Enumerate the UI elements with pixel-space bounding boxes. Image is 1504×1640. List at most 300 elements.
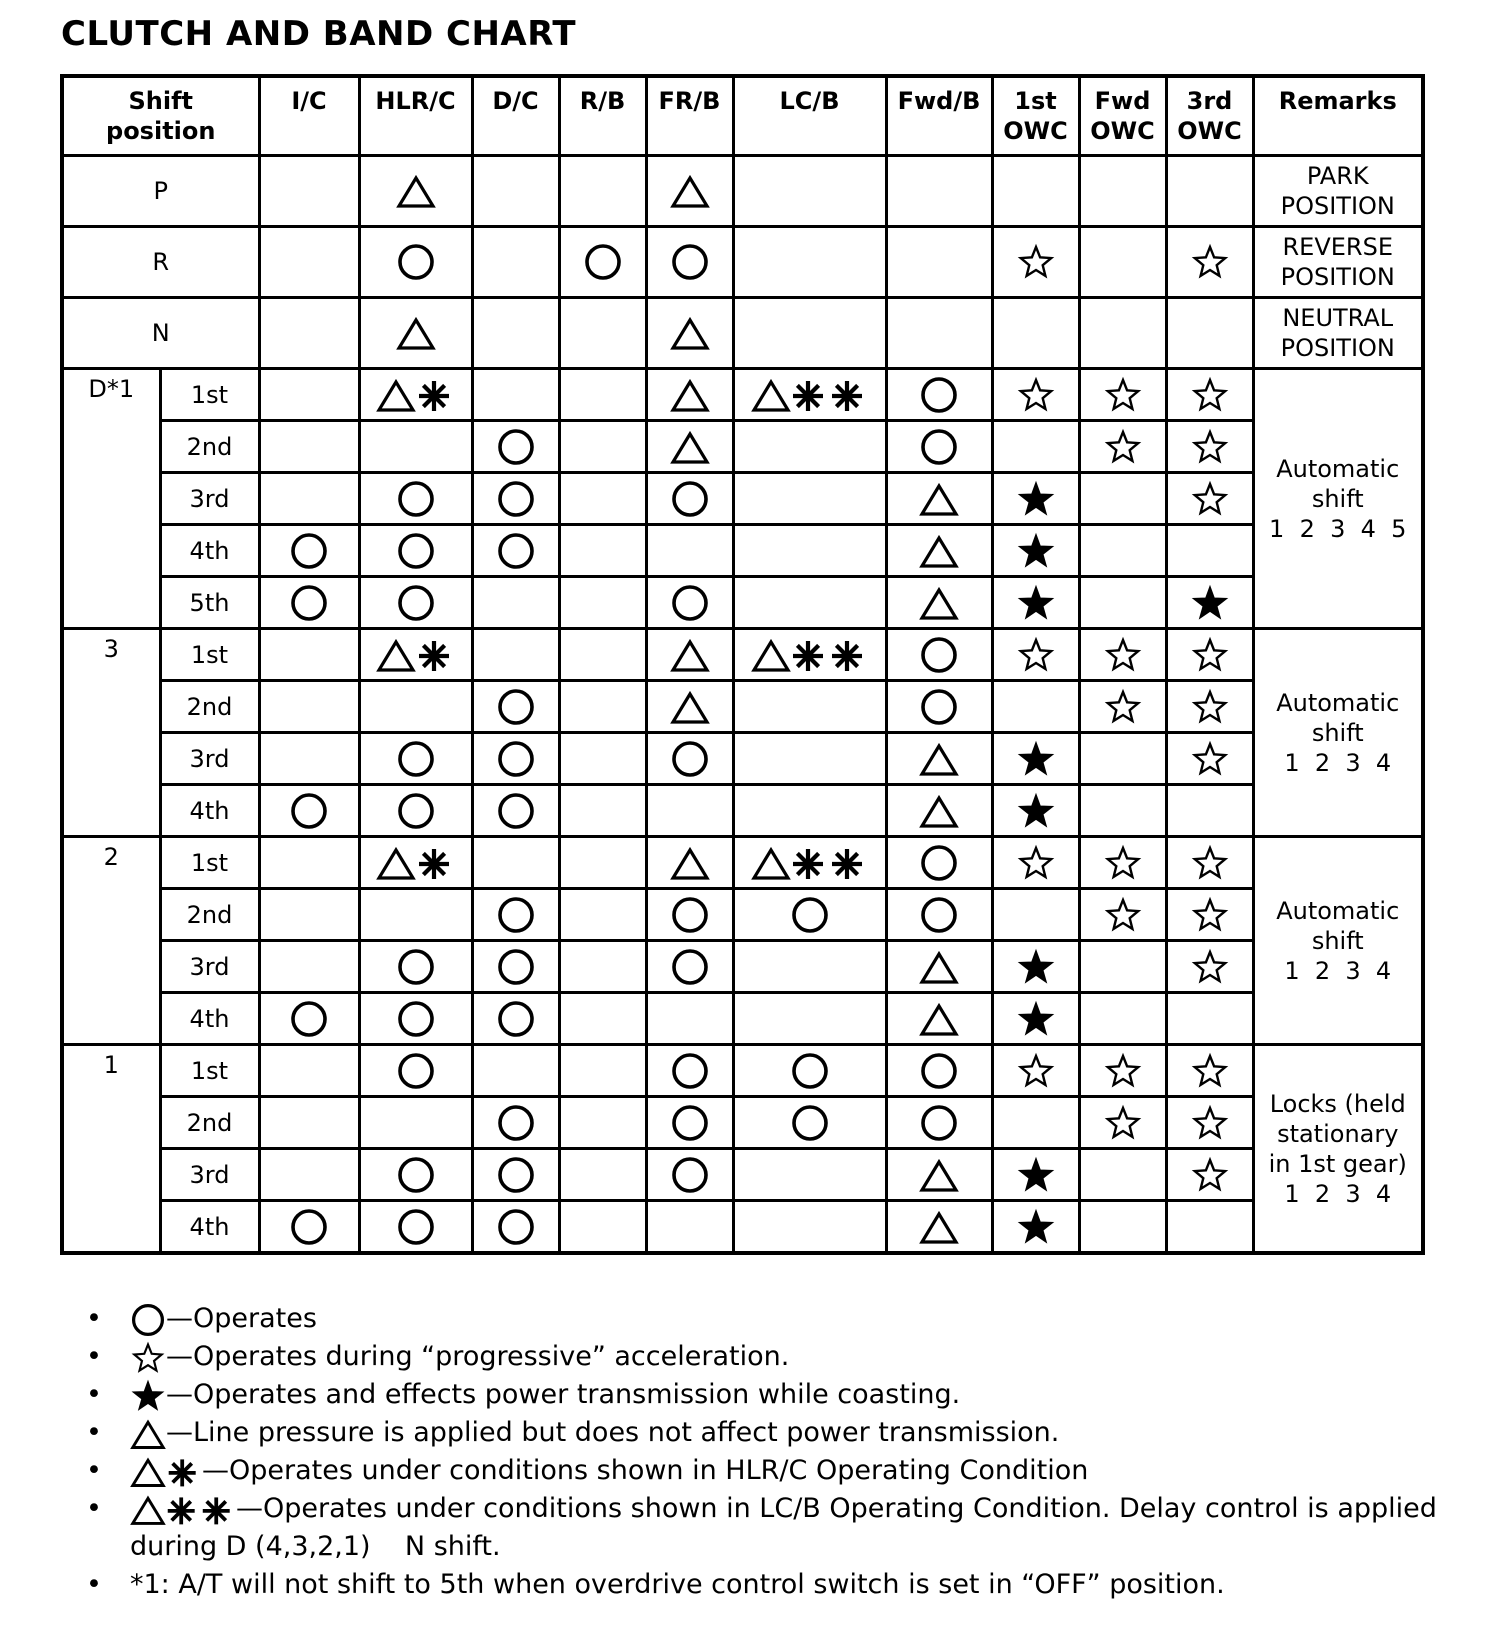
- symbol-cell: [992, 1045, 1079, 1097]
- circle-operates-icon: [583, 242, 623, 282]
- table-row: [62, 941, 1423, 993]
- star-filled-icon: [1016, 1207, 1056, 1247]
- star-filled-icon: [1016, 531, 1056, 571]
- gear-cell: 2nd: [160, 1097, 259, 1149]
- symbol-cell: [259, 298, 359, 369]
- shift-group-label: D*1: [62, 369, 160, 629]
- table-row: [62, 733, 1423, 785]
- circle-operates-icon: [496, 999, 536, 1039]
- legend-item: [86, 1338, 1486, 1376]
- circle-operates-icon: [396, 1155, 436, 1195]
- symbol-cell: [472, 525, 559, 577]
- table-row: [62, 369, 1423, 421]
- symbol-cell: [259, 156, 359, 227]
- symbol-cell: [1166, 837, 1253, 889]
- symbol-cell: [992, 681, 1079, 733]
- table-row: [62, 298, 1423, 369]
- symbol-cell: [472, 227, 559, 298]
- symbol-cell: [359, 1201, 472, 1254]
- header-remarks: Remarks: [1253, 76, 1423, 156]
- triangle-double-asterisk-icon: [751, 843, 869, 883]
- bullet-icon: •: [86, 1303, 102, 1334]
- symbol-cell: [733, 421, 886, 473]
- symbol-cell: [559, 941, 646, 993]
- symbol-cell: [359, 681, 472, 733]
- circle-operates-icon: [919, 687, 959, 727]
- circle-operates-icon: [496, 531, 536, 571]
- symbol-cell: [472, 681, 559, 733]
- symbol-cell: [259, 227, 359, 298]
- symbol-cell: [992, 993, 1079, 1045]
- star-outline-icon: [1190, 895, 1230, 935]
- symbol-cell: [472, 369, 559, 421]
- symbol-cell: [472, 1149, 559, 1201]
- shift-position-cell: R: [62, 227, 259, 298]
- triangle-asterisk-icon: [376, 635, 456, 675]
- triangle-asterisk-icon: [376, 375, 456, 415]
- star-outline-icon: [1190, 1103, 1230, 1143]
- symbol-cell: [646, 369, 733, 421]
- circle-operates-icon: [289, 791, 329, 831]
- symbol-cell: [992, 837, 1079, 889]
- symbol-cell: [1166, 941, 1253, 993]
- symbol-cell: [992, 421, 1079, 473]
- symbol-cell: [733, 525, 886, 577]
- bullet-icon: •: [86, 1569, 102, 1600]
- symbol-cell: [992, 1201, 1079, 1254]
- symbol-cell: [1079, 733, 1166, 785]
- symbol-cell: [646, 681, 733, 733]
- symbol-cell: [886, 941, 992, 993]
- symbol-cell: [472, 837, 559, 889]
- symbol-cell: [733, 298, 886, 369]
- symbol-cell: [1166, 785, 1253, 837]
- gear-cell: 1st: [160, 369, 259, 421]
- triangle-icon: [670, 843, 710, 883]
- triangle-icon: [670, 687, 710, 727]
- gear-cell: 5th: [160, 577, 259, 629]
- symbol-cell: [359, 577, 472, 629]
- symbol-cell: [646, 1149, 733, 1201]
- triangle-icon: [919, 947, 959, 987]
- table-body: [62, 156, 1423, 1254]
- gear-cell: 3rd: [160, 941, 259, 993]
- table-row: [62, 227, 1423, 298]
- star-outline-icon: [1103, 1103, 1143, 1143]
- circle-operates-icon: [496, 1207, 536, 1247]
- symbol-cell: [646, 298, 733, 369]
- gear-cell: 4th: [160, 993, 259, 1045]
- star-outline-icon: [1103, 895, 1143, 935]
- star-filled-icon: [1190, 583, 1230, 623]
- symbol-cell: [359, 837, 472, 889]
- symbol-cell: [1166, 473, 1253, 525]
- gear-cell: 3rd: [160, 733, 259, 785]
- circle-operates-icon: [396, 583, 436, 623]
- symbol-cell: [259, 1201, 359, 1254]
- symbol-cell: [259, 525, 359, 577]
- symbol-cell: [1166, 156, 1253, 227]
- star-filled-icon: [1016, 479, 1056, 519]
- header-fwdb: Fwd/B: [886, 76, 992, 156]
- symbol-cell: [259, 629, 359, 681]
- circle-operates-icon: [919, 895, 959, 935]
- circle-operates-icon: [496, 479, 536, 519]
- symbol-cell: [992, 733, 1079, 785]
- table-row: [62, 1201, 1423, 1254]
- symbol-cell: [1166, 889, 1253, 941]
- remark-line: shift: [1311, 718, 1364, 747]
- remark-line: Locks (held: [1269, 1089, 1406, 1118]
- symbol-cell: [992, 227, 1079, 298]
- symbol-cell: [1079, 1097, 1166, 1149]
- symbol-cell: [259, 421, 359, 473]
- symbol-cell: [733, 227, 886, 298]
- symbol-cell: [359, 525, 472, 577]
- symbol-cell: [359, 1097, 472, 1149]
- symbol-cell: [886, 298, 992, 369]
- symbol-cell: [359, 369, 472, 421]
- symbol-cell: [1079, 473, 1166, 525]
- symbol-cell: [1079, 156, 1166, 227]
- gear-cell: 4th: [160, 785, 259, 837]
- symbol-cell: [259, 1149, 359, 1201]
- symbol-cell: [1166, 577, 1253, 629]
- triangle-icon: [670, 635, 710, 675]
- remarks-cell: [1253, 837, 1423, 1045]
- symbol-cell: [559, 473, 646, 525]
- symbol-cell: [359, 473, 472, 525]
- symbol-cell: [733, 629, 886, 681]
- symbol-cell: [559, 227, 646, 298]
- star-outline-icon: [1103, 635, 1143, 675]
- star-filled-icon: [1016, 739, 1056, 779]
- symbol-cell: [646, 421, 733, 473]
- symbol-cell: [359, 421, 472, 473]
- table-row: [62, 525, 1423, 577]
- star-outline-icon: [1190, 739, 1230, 779]
- symbol-cell: [259, 473, 359, 525]
- star-outline-icon: [1190, 635, 1230, 675]
- remark-line: 1 2 3 4: [1284, 956, 1392, 985]
- bullet-icon: •: [86, 1341, 102, 1372]
- symbol-cell: [472, 1045, 559, 1097]
- triangle-icon: [919, 1155, 959, 1195]
- circle-operates-icon: [496, 895, 536, 935]
- circle-operates-icon: [670, 242, 710, 282]
- symbol-cell: [559, 785, 646, 837]
- star-filled-icon: [1016, 999, 1056, 1039]
- symbol-cell: [646, 837, 733, 889]
- symbol-cell: [359, 156, 472, 227]
- symbol-cell: [992, 941, 1079, 993]
- triangle-icon: [396, 171, 436, 211]
- remark-line: shift: [1311, 484, 1364, 513]
- circle-operates-icon: [670, 583, 710, 623]
- symbol-cell: [733, 1201, 886, 1254]
- legend-text: —Operates under conditions shown in HLR/C Operating Condition: [202, 1455, 1089, 1486]
- circle-operates-icon: [670, 479, 710, 519]
- remark-line: NEUTRAL: [1282, 304, 1394, 332]
- symbol-cell: [733, 1149, 886, 1201]
- star-outline-icon: [1190, 947, 1230, 987]
- symbol-cell: [559, 369, 646, 421]
- symbol-cell: [559, 525, 646, 577]
- symbol-cell: [886, 785, 992, 837]
- symbol-cell: [559, 733, 646, 785]
- circle-operates-icon: [790, 895, 830, 935]
- symbol-cell: [886, 473, 992, 525]
- legend-item: [86, 1300, 1486, 1338]
- star-filled-icon: [1016, 583, 1056, 623]
- clutch-band-table: [60, 74, 1425, 1255]
- symbol-cell: [646, 733, 733, 785]
- circle-operates-icon: [919, 843, 959, 883]
- symbol-cell: [733, 577, 886, 629]
- symbol-cell: [559, 1045, 646, 1097]
- symbol-cell: [646, 1201, 733, 1254]
- symbol-cell: [646, 941, 733, 993]
- symbol-cell: [646, 1097, 733, 1149]
- symbol-cell: [733, 1097, 886, 1149]
- header-row: [62, 76, 1423, 156]
- star-outline-icon: [1103, 687, 1143, 727]
- remark-line: stationary: [1277, 1119, 1399, 1148]
- symbol-cell: [1166, 421, 1253, 473]
- symbol-cell: [1079, 837, 1166, 889]
- legend-list: [86, 1300, 1486, 1604]
- circle-operates-icon: [496, 1103, 536, 1143]
- circle-operates-icon: [396, 479, 436, 519]
- gear-cell: 2nd: [160, 681, 259, 733]
- shift-group-label: 1: [62, 1045, 160, 1254]
- remark-line: Automatic: [1276, 454, 1400, 483]
- star-outline-icon: [1190, 479, 1230, 519]
- symbol-cell: [886, 681, 992, 733]
- symbol-cell: [886, 1045, 992, 1097]
- table-row: [62, 681, 1423, 733]
- remarks-cell: [1253, 227, 1423, 298]
- header-rb: R/B: [559, 76, 646, 156]
- remarks-cell: [1253, 629, 1423, 837]
- symbol-cell: [733, 785, 886, 837]
- symbol-cell: [472, 889, 559, 941]
- symbol-cell: [992, 156, 1079, 227]
- symbol-cell: [646, 889, 733, 941]
- symbol-cell: [886, 1149, 992, 1201]
- circle-operates-icon: [919, 1051, 959, 1091]
- symbol-cell: [559, 629, 646, 681]
- symbol-cell: [886, 227, 992, 298]
- symbol-cell: [1079, 421, 1166, 473]
- circle-operates-icon: [496, 1155, 536, 1195]
- symbol-cell: [646, 629, 733, 681]
- header-3rd-owc: 3rd OWC: [1166, 76, 1253, 156]
- remark-line: in 1st gear): [1268, 1149, 1407, 1178]
- table-row: [62, 577, 1423, 629]
- symbol-cell: [733, 889, 886, 941]
- circle-operates-icon: [919, 427, 959, 467]
- star-filled-icon: [130, 1378, 166, 1414]
- symbol-cell: [646, 785, 733, 837]
- circle-operates-icon: [670, 739, 710, 779]
- symbol-cell: [1079, 298, 1166, 369]
- remark-line: Automatic: [1276, 896, 1400, 925]
- legend-item: [86, 1490, 1486, 1566]
- circle-operates-icon: [496, 791, 536, 831]
- legend-item: [86, 1376, 1486, 1414]
- triangle-icon: [670, 171, 710, 211]
- symbol-cell: [646, 227, 733, 298]
- star-outline-icon: [1016, 375, 1056, 415]
- symbol-cell: [1166, 1097, 1253, 1149]
- star-outline-icon: [1190, 242, 1230, 282]
- symbol-cell: [259, 785, 359, 837]
- triangle-icon: [919, 1207, 959, 1247]
- symbol-cell: [1079, 993, 1166, 1045]
- star-outline-icon: [130, 1340, 166, 1376]
- symbol-cell: [992, 298, 1079, 369]
- symbol-cell: [1079, 577, 1166, 629]
- symbol-cell: [886, 889, 992, 941]
- symbol-cell: [886, 421, 992, 473]
- symbol-cell: [359, 1045, 472, 1097]
- symbol-cell: [992, 889, 1079, 941]
- symbol-cell: [472, 1201, 559, 1254]
- symbol-cell: [259, 889, 359, 941]
- symbol-cell: [886, 156, 992, 227]
- symbol-cell: [886, 837, 992, 889]
- circle-operates-icon: [496, 739, 536, 779]
- symbol-cell: [359, 889, 472, 941]
- star-outline-icon: [1190, 843, 1230, 883]
- header-fwd-owc: Fwd OWC: [1079, 76, 1166, 156]
- star-outline-icon: [1103, 375, 1143, 415]
- circle-operates-icon: [289, 1207, 329, 1247]
- circle-operates-icon: [396, 531, 436, 571]
- legend-item: [86, 1414, 1486, 1452]
- symbol-cell: [646, 577, 733, 629]
- symbol-cell: [259, 1045, 359, 1097]
- star-filled-icon: [1016, 1155, 1056, 1195]
- header-hlrc: HLR/C: [359, 76, 472, 156]
- header-dc: D/C: [472, 76, 559, 156]
- gear-cell: 2nd: [160, 889, 259, 941]
- table-row: [62, 1097, 1423, 1149]
- triangle-icon: [919, 479, 959, 519]
- star-outline-icon: [1016, 1051, 1056, 1091]
- symbol-cell: [359, 941, 472, 993]
- symbol-cell: [733, 837, 886, 889]
- symbol-cell: [1166, 629, 1253, 681]
- symbol-cell: [559, 1149, 646, 1201]
- symbol-cell: [1079, 1201, 1166, 1254]
- symbol-cell: [1166, 681, 1253, 733]
- symbol-cell: [1166, 1045, 1253, 1097]
- circle-operates-icon: [396, 242, 436, 282]
- circle-operates-icon: [396, 739, 436, 779]
- symbol-cell: [259, 1097, 359, 1149]
- shift-position-cell: N: [62, 298, 259, 369]
- remarks-cell: [1253, 1045, 1423, 1254]
- symbol-cell: [1079, 941, 1166, 993]
- header-shift-position: Shift position: [62, 76, 259, 156]
- legend-text: —Operates and effects power transmission while coasting.: [166, 1379, 961, 1410]
- triangle-double-asterisk-icon: [751, 635, 869, 675]
- remarks-cell: [1253, 298, 1423, 369]
- symbol-cell: [559, 421, 646, 473]
- remarks-cell: [1253, 156, 1423, 227]
- symbol-cell: [646, 525, 733, 577]
- symbol-cell: [1166, 993, 1253, 1045]
- triangle-icon: [919, 531, 959, 571]
- remark-line: 1 2 3 4: [1284, 1179, 1392, 1208]
- symbol-cell: [1079, 785, 1166, 837]
- chart-title: CLUTCH AND BAND CHART: [61, 14, 577, 54]
- legend-text: —Line pressure is applied but does not affect power transmission.: [166, 1417, 1060, 1448]
- triangle-icon: [670, 375, 710, 415]
- symbol-cell: [646, 1045, 733, 1097]
- gear-cell: 1st: [160, 629, 259, 681]
- symbol-cell: [559, 1097, 646, 1149]
- symbol-cell: [359, 298, 472, 369]
- symbol-cell: [646, 473, 733, 525]
- symbol-cell: [472, 629, 559, 681]
- star-filled-icon: [1016, 791, 1056, 831]
- symbol-cell: [1079, 681, 1166, 733]
- triangle-asterisk-icon: [376, 843, 456, 883]
- symbol-cell: [1079, 629, 1166, 681]
- circle-operates-icon: [289, 999, 329, 1039]
- symbol-cell: [733, 473, 886, 525]
- symbol-cell: [1166, 298, 1253, 369]
- star-outline-icon: [1190, 427, 1230, 467]
- circle-operates-icon: [289, 531, 329, 571]
- symbol-cell: [992, 369, 1079, 421]
- star-outline-icon: [1016, 242, 1056, 282]
- symbol-cell: [559, 298, 646, 369]
- symbol-cell: [992, 785, 1079, 837]
- symbol-cell: [886, 629, 992, 681]
- symbol-cell: [472, 993, 559, 1045]
- symbol-cell: [559, 993, 646, 1045]
- symbol-cell: [259, 681, 359, 733]
- symbol-cell: [1166, 1149, 1253, 1201]
- circle-operates-icon: [396, 1051, 436, 1091]
- symbol-cell: [259, 993, 359, 1045]
- circle-operates-icon: [496, 947, 536, 987]
- table-row: [62, 1149, 1423, 1201]
- table-row: [62, 837, 1423, 889]
- symbol-cell: [1166, 733, 1253, 785]
- symbol-cell: [472, 473, 559, 525]
- triangle-icon: [919, 583, 959, 623]
- symbol-cell: [733, 681, 886, 733]
- triangle-icon: [670, 313, 710, 353]
- symbol-cell: [259, 941, 359, 993]
- symbol-cell: [559, 837, 646, 889]
- bullet-icon: •: [86, 1379, 102, 1410]
- star-outline-icon: [1103, 843, 1143, 883]
- circle-operates-icon: [396, 791, 436, 831]
- symbol-cell: [733, 156, 886, 227]
- legend-text: —Operates under conditions shown in LC/B Operating Condition. Delay control is applied during D (4,3,2,1) N shift.: [130, 1493, 1446, 1562]
- shift-group-label: 3: [62, 629, 160, 837]
- symbol-cell: [472, 941, 559, 993]
- remark-line: Automatic: [1276, 688, 1400, 717]
- gear-cell: 1st: [160, 1045, 259, 1097]
- star-outline-icon: [1103, 1051, 1143, 1091]
